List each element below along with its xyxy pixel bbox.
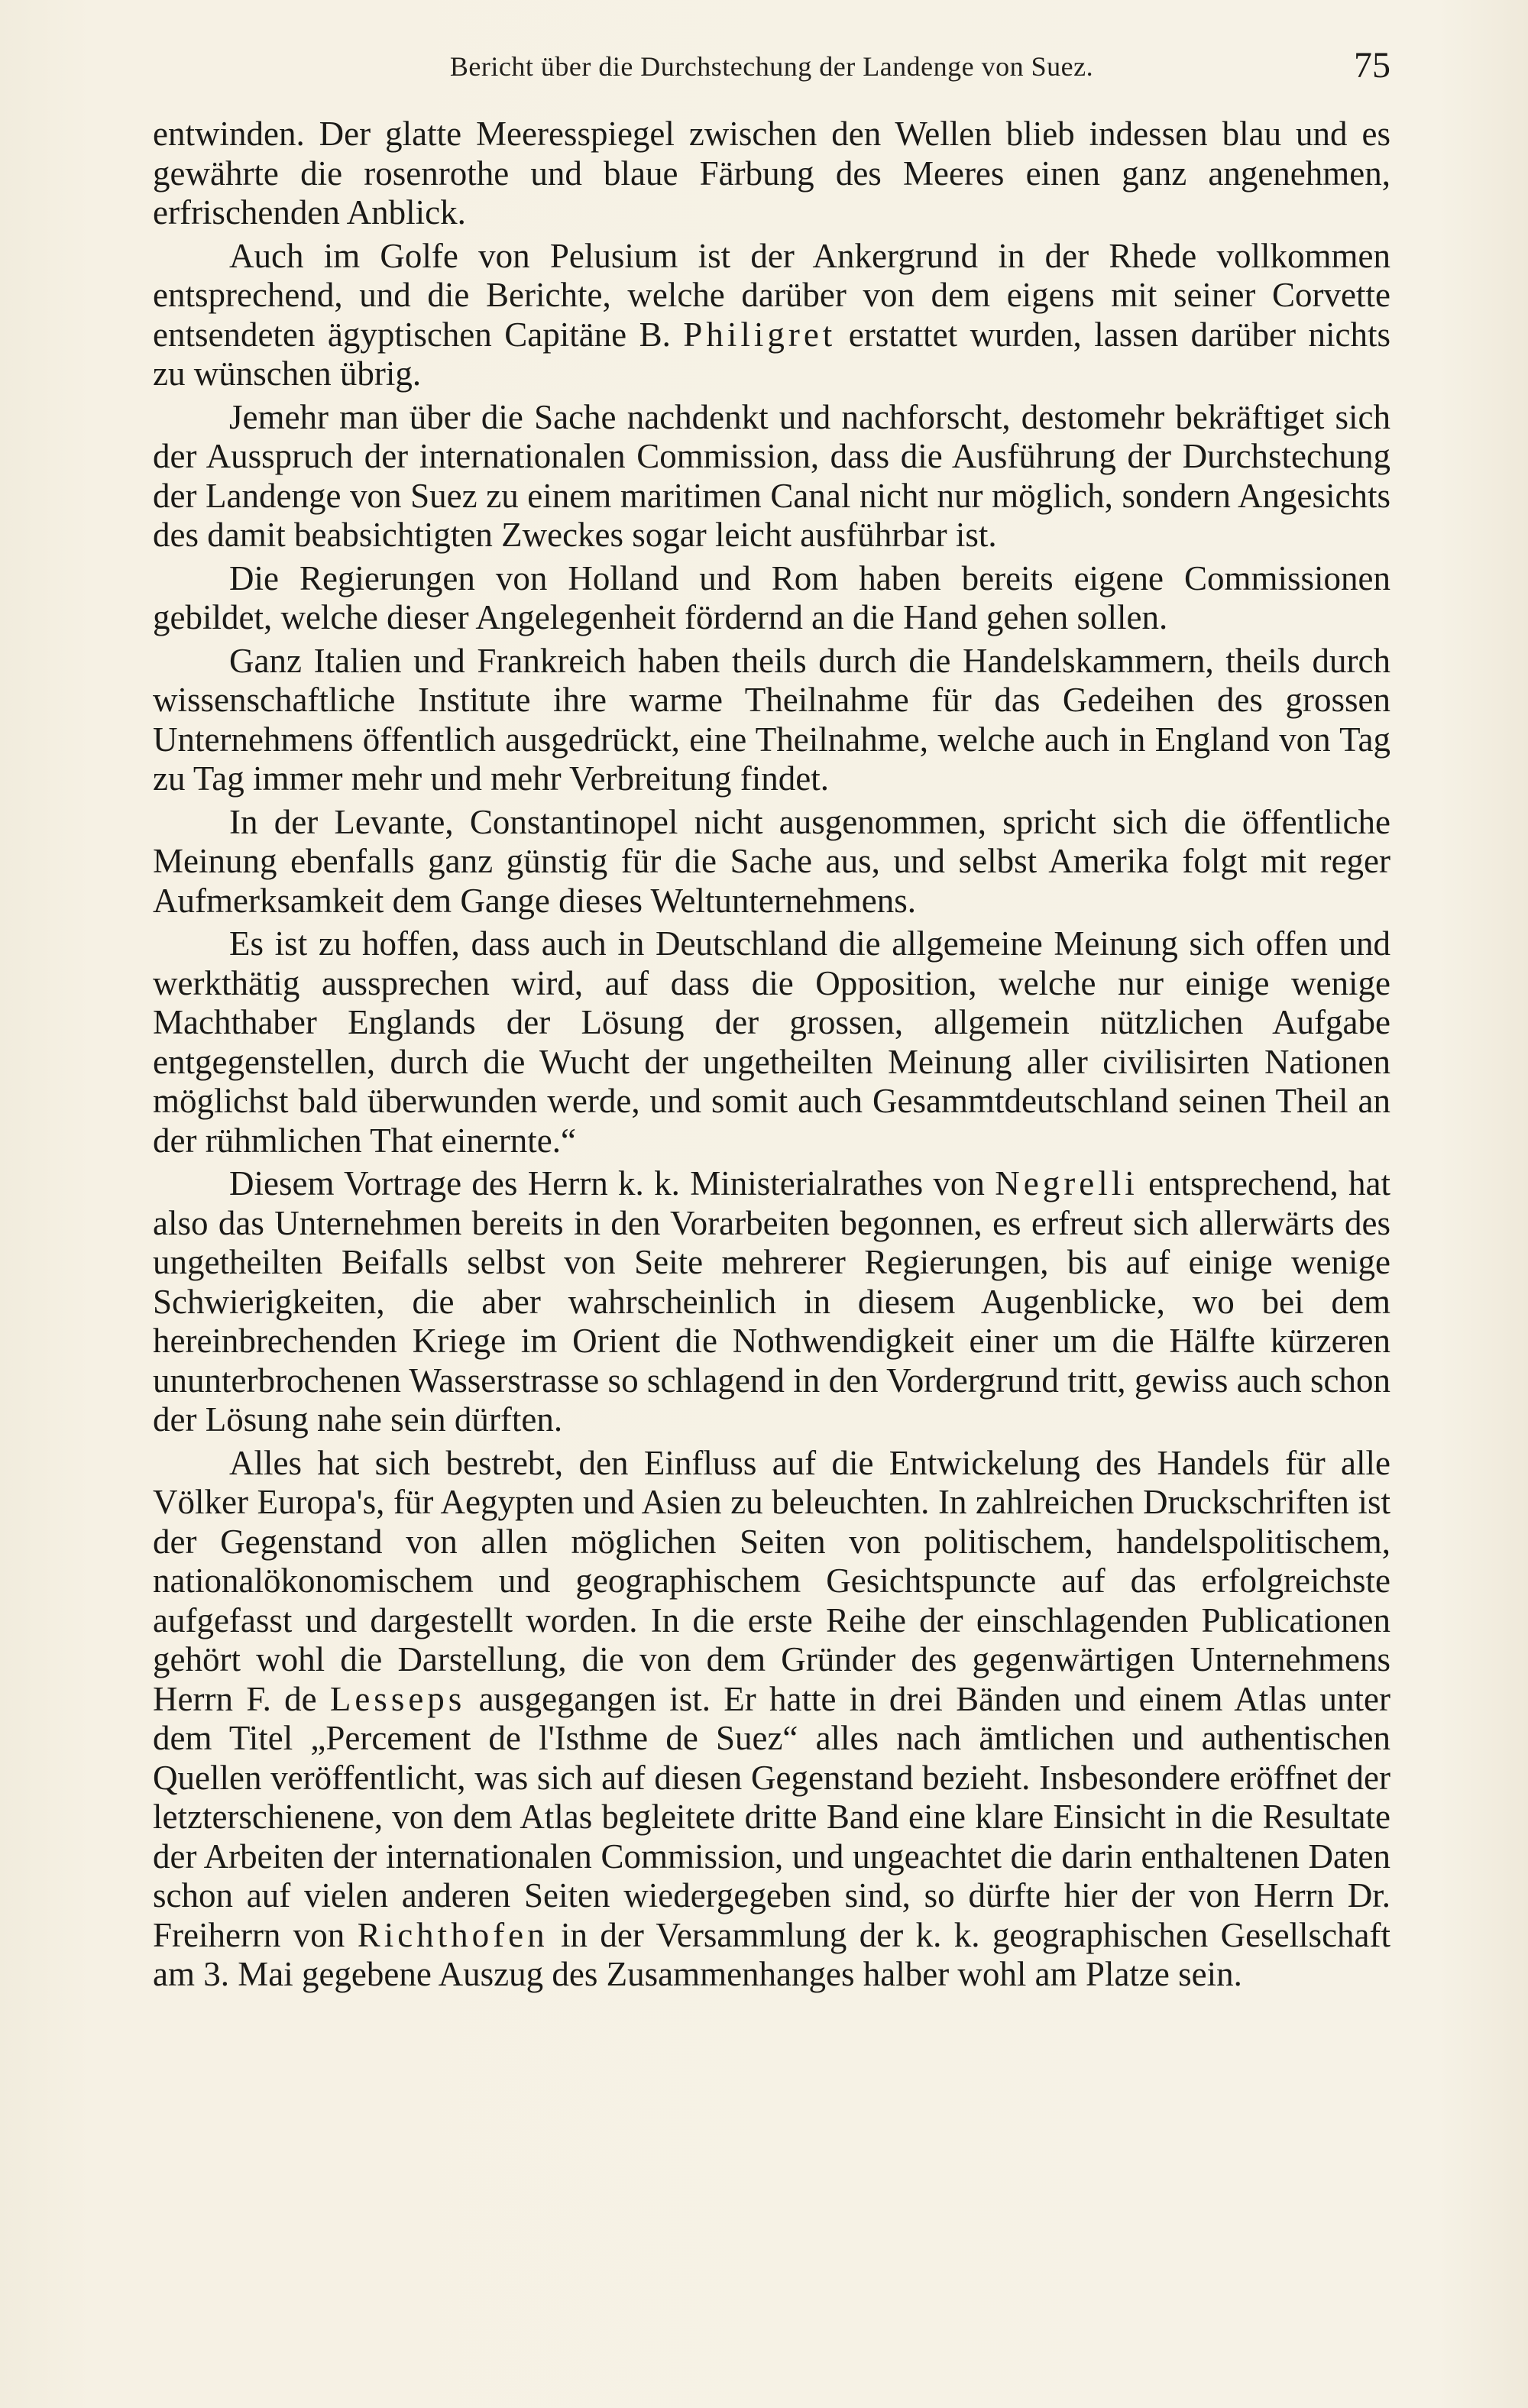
paragraph-9-text-a: Alles hat sich bestrebt, den Einfluss auf die Entwickelung des Handels für alle Völker Europa's, für Aegypten und Asien zu beleuchten. In zahlreichen Druckschriften ist der Gegenstand von allen möglichen Seiten von politischem, handelspolitischem, nationalökonomischem und geographischem Gesichtspuncte auf das erfolgreichste aufgefasst und dargestellt worden. In die erste Reihe der einschlagenden Publicationen gehört wohl die Darstellung, die von dem Gründer des gegenwärtigen Unternehmens Herrn F. de xyxy=(153,1443,1390,1718)
paragraph-9-text-c: in der Versammlung der k. k. geographischen Gesellschaft am 3. Mai gegebene Auszug des Zusammenhanges halber wohl am Platze sein. xyxy=(153,1915,1390,1993)
person-name-lesseps: Lesseps xyxy=(329,1679,466,1718)
paragraph-8 xyxy=(153,1164,1390,1440)
paragraph-4: Die Regierungen von Holland und Rom haben bereits eigene Commissionen gebildet, welche dieser Angelegenheit fördernd an die Hand gehen sollen. xyxy=(153,558,1390,636)
paragraph-8-text-a: Diesem Vortrage des Herrn k. k. Ministerialrathes von xyxy=(229,1164,985,1202)
person-name-philigret: Philigret xyxy=(683,315,837,354)
paragraph-8-text-b: entsprechend, hat also das Unternehmen bereits in den Vorarbeiten begonnen, es erfreut sich allerwärts des ungetheilten Beifalls selbst von Seite mehrerer Regierungen, bis auf einige wenige Schwierigkeiten, die aber wahrscheinlich in diesem Augenblicke, wo bei dem hereinbrechenden Kriege im Orient die Nothwendigkeit einer um die Hälfte kürzeren ununterbrochenen Wasserstrasse so schlagend in den Vordergrund tritt, gewiss auch schon der Lösung nahe sein dürften. xyxy=(153,1164,1391,1439)
paragraph-5: Ganz Italien und Frankreich haben theils durch die Handelskammern, theils durch wissenschaftliche Institute ihre warme Theilnahme für das Gedeihen des grossen Unternehmens öffentlich ausgedrückt, eine Theilnahme, welche auch in England von Tag zu Tag immer mehr und mehr Verbreitung findet. xyxy=(153,641,1390,798)
page-number: 75 xyxy=(1354,45,1390,86)
running-head xyxy=(153,44,1390,90)
paragraph-2-text-b: erstattet wurden, lassen darüber nichts zu wünschen übrig. xyxy=(153,315,1390,393)
paragraph-2-text-a: Auch im Golfe von Pelusium ist der Ankergrund in der Rhede vollkommen entsprechend, und die Berichte, welche darüber von dem eigens mit seiner Corvette entsendeten ägyptischen Capitäne B. xyxy=(153,236,1390,354)
person-name-negrelli: Negrelli xyxy=(995,1164,1138,1202)
body-text xyxy=(153,115,1390,1995)
paragraph-6: In der Levante, Constantinopel nicht ausgenommen, spricht sich die öffentliche Meinung ebenfalls ganz günstig für die Sache aus, und selbst Amerika folgt mit reger Aufmerksamkeit dem Gange dieses Weltunternehmens. xyxy=(153,802,1390,920)
paragraph-2 xyxy=(153,237,1390,394)
paragraph-7: Es ist zu hoffen, dass auch in Deutschland die allgemeine Meinung sich offen und werkthätig aussprechen wird, auf dass die Opposition, welche nur einige wenige Machthaber Englands der Lösung der grossen, allgemein nützlichen Aufgabe entgegenstellen, durch die Wucht der ungetheilten Meinung aller civilisirten Nationen möglichst bald überwunden werde, und somit auch Gesammtdeutschland seinen Theil an der rühmlichen That einernte.“ xyxy=(153,924,1390,1160)
paragraph-1: entwinden. Der glatte Meeresspiegel zwischen den Wellen blieb indessen blau und es gewährte die rosenrothe und blaue Färbung des Meeres einen ganz angenehmen, erfrischenden Anblick. xyxy=(153,115,1390,231)
paragraph-9 xyxy=(153,1444,1390,1995)
running-title: Bericht über die Durchstechung der Landenge von Suez. xyxy=(449,51,1094,82)
paragraph-3: Jemehr man über die Sache nachdenkt und nachforscht, destomehr bekräftiget sich der Ausspruch der internationalen Commission, dass die Ausführung der Durchstechung der Landenge von Suez zu einem maritimen Canal nicht nur möglich, sondern Angesichts des damit beabsichtigten Zweckes sogar leicht ausführbar ist. xyxy=(153,397,1390,554)
paragraph-9-text-b: ausgegangen ist. Er hatte in drei Bänden und einem Atlas unter dem Titel „Percement de l'Isthme de Suez“ alles nach ämtlichen und authentischen Quellen veröffentlicht, was sich auf diesen Gegenstand bezieht. Insbesondere eröffnet der letzterschienene, von dem Atlas begleitete dritte Band eine klare Einsicht in die Resultate der Arbeiten der internationalen Commission, und ungeachtet die darin enthaltenen Daten schon auf vielen anderen Seiten wiedergegeben sind, so dürfte hier der von Herrn Dr. Freiherrn von xyxy=(153,1679,1391,1954)
person-name-richthofen: Richthofen xyxy=(357,1915,549,1954)
